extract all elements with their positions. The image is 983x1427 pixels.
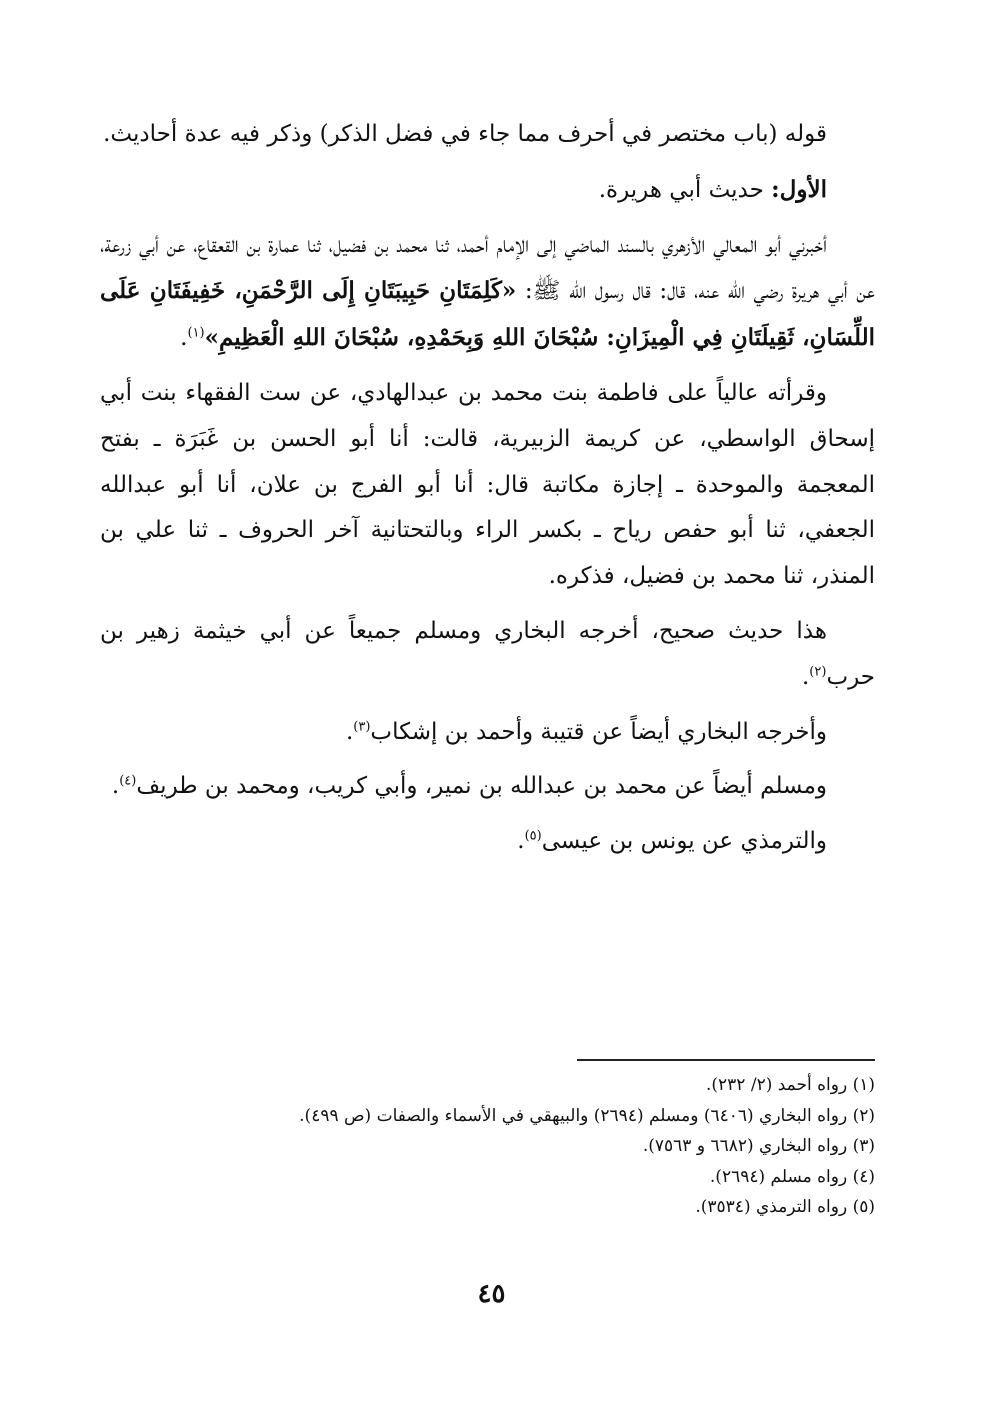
paragraph-6-text: وأخرجه البخاري أيضاً عن قتيبة وأحمد بن إشكاب xyxy=(370,718,827,745)
hadith-quote: «كَلِمَتَانِ حَبِيبَتَانِ إِلَى الرَّحْمَنِ، خَفِيفَتَانِ عَلَى اللِّسَانِ، ثَقِيلَتَانِ فِي الْمِيزَانِ: سُبْحَانَ اللهِ وَبِحَمْدِهِ، سُبْحَانَ اللهِ الْعَظِيمِ» xyxy=(100,277,875,352)
footnote-separator xyxy=(577,1059,875,1061)
paragraph-5-text: هذا حديث صحيح، أخرجه البخاري ومسلم جميعاً عن أبي خيثمة زهير بن حرب xyxy=(100,617,875,690)
footnotes xyxy=(100,1070,875,1223)
footnote-ref-5: (٥) xyxy=(524,828,542,844)
paragraph-3 xyxy=(100,223,875,362)
paragraph-2 xyxy=(100,167,875,214)
first-hadith-label: الأول: xyxy=(771,175,827,203)
paragraph-6-end: . xyxy=(345,718,354,745)
paragraph-6 xyxy=(100,710,875,756)
main-text xyxy=(100,112,875,874)
chain-of-narration: أخبرني أبو المعالي الأزهري بالسند الماضي إلى الإمام أحمد، ثنا محمد بن فضيل، ثنا عمارة بن القعقاع، عن أبي زرعة، عن أبي هريرة رضي الله عنه، قال: قال رسول الله ﷺ: xyxy=(100,231,875,305)
footnote-4: (٤) رواه مسلم (٢٦٩٤). xyxy=(709,1166,875,1187)
page-number: ٤٥ xyxy=(477,1279,506,1309)
footnote-ref-2: (٢) xyxy=(809,664,827,680)
footnote-2: (٢) رواه البخاري (٦٤٠٦) ومسلم (٢٦٩٤) والبيهقي في الأسماء والصفات (ص ٤٩٩). xyxy=(299,1105,875,1126)
paragraph-5-end: . xyxy=(801,663,810,690)
paragraph-8 xyxy=(100,819,875,865)
footnote-ref-3: (٣) xyxy=(353,718,371,734)
paragraph-7-end: . xyxy=(111,773,120,800)
paragraph-5 xyxy=(100,609,875,701)
footnote-5: (٥) رواه الترمذي (٣٥٣٤). xyxy=(695,1197,875,1217)
paragraph-8-text: والترمذي عن يونس بن عيسى xyxy=(541,828,827,855)
footnote-1: (١) رواه أحمد (٢/ ٢٣٢). xyxy=(705,1075,875,1095)
paragraph-7 xyxy=(100,764,875,810)
footnote-3: (٣) رواه البخاري (٦٦٨٢ و ٧٥٦٣). xyxy=(642,1136,875,1156)
footnote-ref-1: (١) xyxy=(187,325,205,341)
footnote-ref-4: (٤) xyxy=(119,773,137,789)
paragraph-8-end: . xyxy=(517,828,525,855)
paragraph-1 xyxy=(100,112,875,158)
paragraph-1-text: قوله (باب مختصر في أحرف مما جاء في فضل الذكر) وذكر فيه عدة أحاديث. xyxy=(103,121,827,147)
first-hadith-title: حديث أبي هريرة. xyxy=(598,176,772,203)
paragraph-3-end: . xyxy=(180,325,188,352)
paragraph-7-text: ومسلم أيضاً عن محمد بن عبدالله بن نمير، وأبي كريب، ومحمد بن طريف xyxy=(136,773,827,800)
paragraph-4 xyxy=(100,371,875,600)
paragraph-4-text: وقرأته عالياً على فاطمة بنت محمد بن عبدالهادي، عن ست الفقهاء بنت أبي إسحاق الواسطي، عن كريمة الزبيرية، قالت: أنا أبو الحسن بن غَبَرَة ـ بفتح المعجمة والموحدة ـ إجازة مكاتبة قال: أنا أبو الفرج بن علان، أنا أبو عبدالله الجعفي، ثنا أبو حفص رياح ـ بكسر الراء وبالتحتانية آخر الحروف ـ ثنا علي بن المنذر، ثنا محمد بن فضيل، فذكره. xyxy=(100,379,875,590)
